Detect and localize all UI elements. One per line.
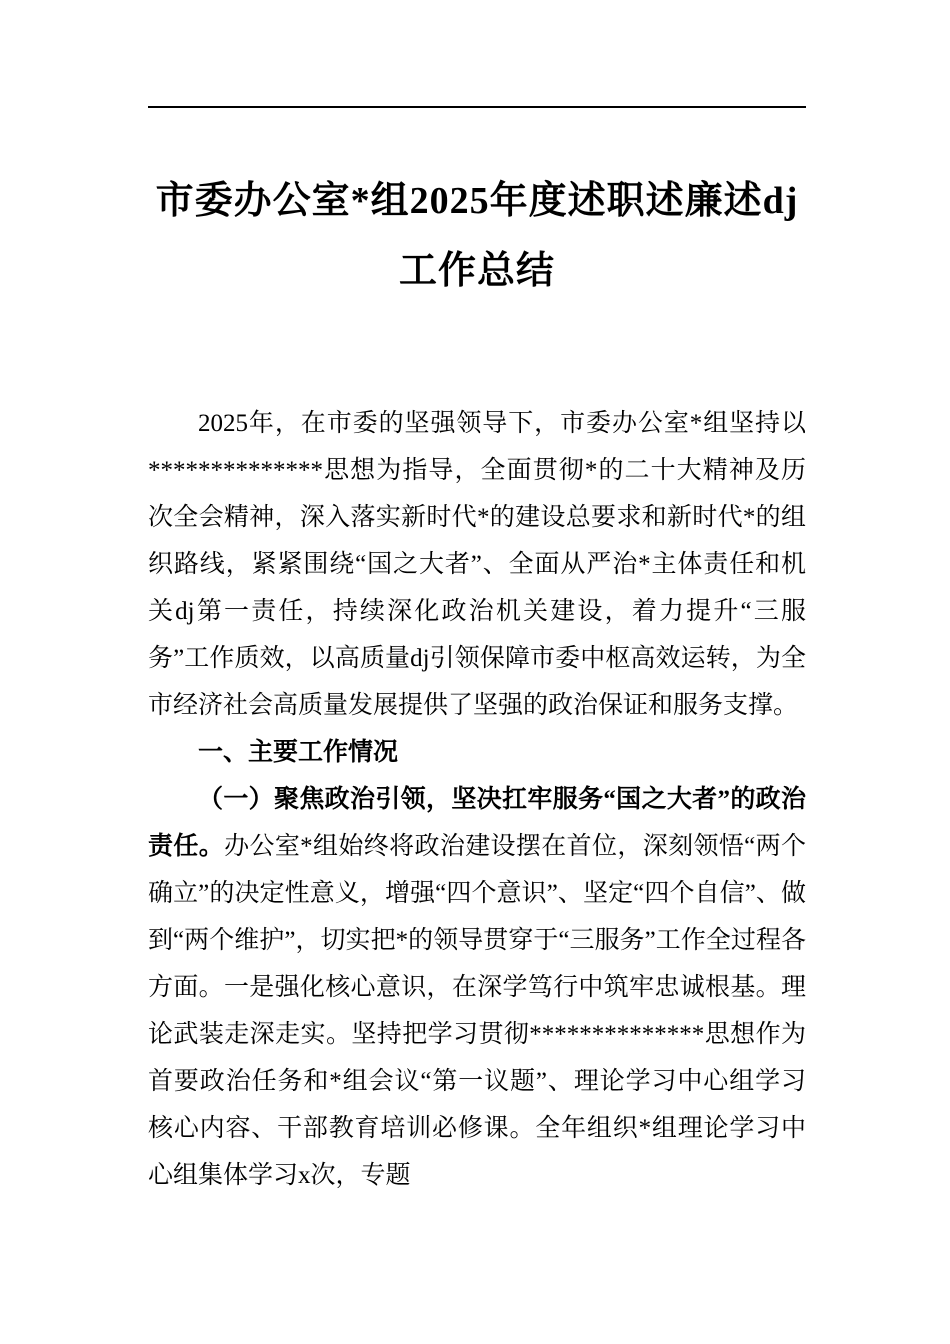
- intro-paragraph: 2025年，在市委的坚强领导下，市委办公室*组坚持以**************思想为指导，全面贯彻*的二十大精神及历次全会精神，深入落实新时代*的建设总要求和新时代*的组织路线，紧紧围绕“国之大者”、全面从严治*主体责任和机关dj第一责任，持续深化政治机关建设，着力提升“三服务”工作质效，以高质量dj引领保障市委中枢高效运转，为全市经济社会高质量发展提供了坚强的政治保证和服务支撑。: [148, 410, 806, 719]
- subsection-body-text: 办公室*组始终将政治建设摆在首位，深刻领悟“两个确立”的决定性意义，增强“四个意识”、坚定“四个自信”、做到“两个维护”，切实把*的领导贯穿于“三服务”工作全过程各方面。一是强化核心意识，在深学笃行中筑牢忠诚根基。理论武装走深走实。坚持把学习贯彻**************思想作为首要政治任务和*组会议“第一议题”、理论学习中心组学习核心内容、干部教育培训必修课。全年组织*组理论学习中心组集体学习x次，专题: [148, 833, 806, 1189]
- document-title: 市委办公室*组2025年度述职述廉述dj工作总结: [155, 180, 799, 292]
- header-rule: [148, 106, 806, 108]
- subsection-lead: （一）聚焦政治引领，坚决扛牢服务“国之大者”的政治责任。: [148, 786, 806, 860]
- section-heading-main-work: 一、主要工作情况: [198, 738, 399, 766]
- subsection-paragraph: [148, 776, 806, 1199]
